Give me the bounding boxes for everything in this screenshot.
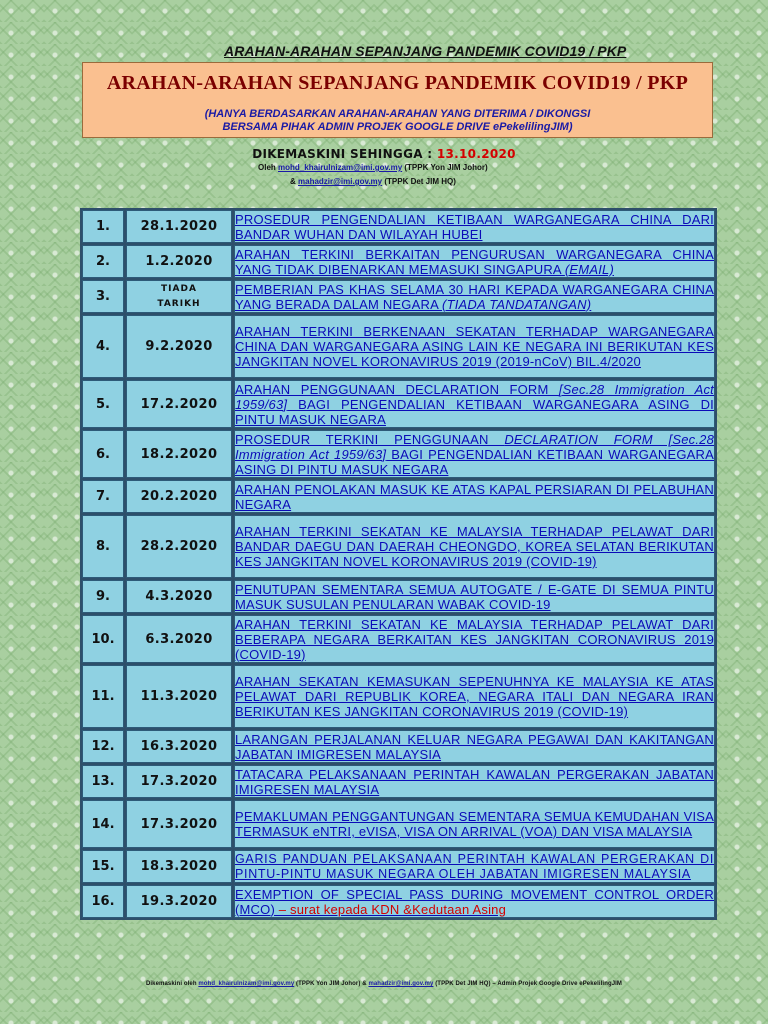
- row-number: 1.: [82, 210, 124, 243]
- footer-suffix: (TPPK Det JIM HQ) – Admin Projek Google Drive ePekelilingJIM: [433, 981, 623, 987]
- table-row: [82, 380, 715, 428]
- row-date: 28.2.2020: [126, 515, 232, 578]
- banner-subtitle-line1: (HANYA BERDASARKAN ARAHAN-ARAHAN YANG DITERIMA / DIKONGSI: [204, 108, 591, 120]
- row-number: 11.: [82, 665, 124, 728]
- table-row: [82, 850, 715, 883]
- row-number: 14.: [82, 800, 124, 848]
- table-row: [82, 245, 715, 278]
- table-row: [82, 730, 715, 763]
- author-line-2: [290, 177, 456, 186]
- row-number: 13.: [82, 765, 124, 798]
- table-row: [82, 315, 715, 378]
- directive-text[interactable]: ARAHAN TERKINI SEKATAN KE MALAYSIA TERHADAP PELAWAT DARI BEBERAPA NEGARA BERKAITAN KES JANGKITAN CORONAVIRUS 2019 (COVID-19): [235, 616, 714, 662]
- directive-text[interactable]: ARAHAN PENGGUNAAN DECLARATION FORM: [235, 381, 559, 397]
- row-number: 10.: [82, 615, 124, 663]
- page-top-title: ARAHAN-ARAHAN SEPANJANG PANDEMIK COVID19 / PKP: [224, 43, 627, 59]
- row-date: 18.2.2020: [126, 430, 232, 478]
- row-date: 18.3.2020: [126, 850, 232, 883]
- directive-link[interactable]: [234, 580, 715, 613]
- footer-prefix: Dikemaskini oleh: [145, 981, 199, 987]
- last-updated: [0, 147, 768, 161]
- table-row: [82, 800, 715, 848]
- row-date: 11.3.2020: [126, 665, 232, 728]
- last-updated-label: DIKEMASKINI SEHINGGA :: [252, 147, 437, 161]
- directive-link[interactable]: [234, 665, 715, 728]
- row-number: 3.: [82, 280, 124, 313]
- row-date-line: TIADA: [161, 283, 197, 294]
- row-number: 2.: [82, 245, 124, 278]
- table-row: [82, 615, 715, 663]
- directive-link[interactable]: [234, 885, 715, 918]
- directive-text[interactable]: PEMAKLUMAN PENGGANTUNGAN SEMENTARA SEMUA KEMUDAHAN VISA TERMASUK eNTRI, eVISA, VISA ON ARRIVAL (VOA) DAN VISA MALAYSIA: [235, 809, 714, 839]
- row-number: 8.: [82, 515, 124, 578]
- row-date: 6.3.2020: [126, 615, 232, 663]
- directive-text[interactable]: [Sec.28 Immigration Act 1959/63]: [235, 381, 714, 412]
- footer-email-link-1[interactable]: mohd_khairulnizam@imi.gov.my: [198, 981, 295, 987]
- row-date: 1.2.2020: [126, 245, 232, 278]
- directive-text[interactable]: EXEMPTION OF SPECIAL PASS DURING MOVEMENT CONTROL ORDER (MCO): [235, 886, 714, 917]
- directive-link[interactable]: [234, 315, 715, 378]
- row-date: 17.2.2020: [126, 380, 232, 428]
- directive-text[interactable]: ARAHAN TERKINI SEKATAN KE MALAYSIA TERHADAP PELAWAT DARI BANDAR DAEGU DAN DAERAH CHEONGDO, KOREA SELATAN BERIKUTAN KES JANGKITAN NOVEL KORONAVIRUS 2019 (COVID-19): [235, 524, 714, 569]
- directive-table: [80, 208, 717, 920]
- row-date: [126, 280, 232, 313]
- directive-link[interactable]: [234, 430, 715, 478]
- directive-text[interactable]: LARANGAN PERJALANAN KELUAR NEGARA PEGAWAI DAN KAKITANGAN JABATAN IMIGRESEN MALAYSIA: [235, 731, 714, 762]
- table-row: [82, 665, 715, 728]
- directive-link[interactable]: [234, 615, 715, 663]
- banner-title: ARAHAN-ARAHAN SEPANJANG PANDEMIK COVID19 / PKP: [106, 72, 689, 94]
- footer-mid: (TPPK Yon JIM Johor) &: [294, 981, 369, 987]
- row-number: 16.: [82, 885, 124, 918]
- directive-text[interactable]: PENUTUPAN SEMENTARA SEMUA AUTOGATE / E-GATE DI SEMUA PINTU MASUK SUSULAN PENULARAN WABAK COVID-19: [235, 581, 714, 612]
- directive-text[interactable]: ARAHAN TERKINI BERKENAAN SEKATAN TERHADAP WARGANEGARA CHINA DAN WARGANEGARA ASING LAIN KE NEGARA INI BERIKUTAN KES JANGKITAN NOVEL KORONAVIRUS 2019 (2019-nCoV) BIL.4/2020: [235, 324, 714, 369]
- last-updated-date: 13.10.2020: [436, 147, 516, 161]
- author-prefix: Oleh: [258, 163, 279, 172]
- directive-text[interactable]: GARIS PANDUAN PELAKSANAAN PERINTAH KAWALAN PERGERAKAN DI PINTU-PINTU MASUK NEGARA OLEH JABATAN IMIGRESEN MALAYSIA: [235, 851, 714, 881]
- author-amp: &: [290, 177, 298, 186]
- directive-text[interactable]: ARAHAN SEKATAN KEMASUKAN SEPENUHNYA KE MALAYSIA KE ATAS PELAWAT DARI REPUBLIK KOREA, NEGARA ITALI DAN NEGARA IRAN BERIKUTAN KES JANGKITAN CORONAVIRUS 2019 (COVID-19): [235, 674, 714, 719]
- directive-text[interactable]: PROSEDUR PENGENDALIAN KETIBAAN WARGANEGARA CHINA DARI BANDAR WUHAN DAN WILAYAH HUBEI: [235, 211, 714, 242]
- row-date: 17.3.2020: [126, 800, 232, 848]
- row-date: 28.1.2020: [126, 210, 232, 243]
- row-date-line: TARIKH: [157, 298, 201, 309]
- table-row: [82, 210, 715, 243]
- row-number: 15.: [82, 850, 124, 883]
- directive-link[interactable]: [234, 765, 715, 798]
- row-number: 4.: [82, 315, 124, 378]
- row-number: 6.: [82, 430, 124, 478]
- directive-link[interactable]: [234, 210, 715, 243]
- page-footer: [0, 981, 768, 987]
- directive-text[interactable]: BAGI PENGENDALIAN KETIBAAN WARGANEGARA ASING DI PINTU MASUK NEGARA: [235, 446, 715, 477]
- row-number: 5.: [82, 380, 124, 428]
- author-role-2: (TPPK Det JIM HQ): [382, 177, 456, 186]
- directive-text[interactable]: TATACARA PELAKSANAAN PERINTAH KAWALAN PERGERAKAN JABATAN IMIGRESEN MALAYSIA: [235, 766, 714, 797]
- directive-link[interactable]: [234, 380, 715, 428]
- directive-text[interactable]: ARAHAN PENOLAKAN MASUK KE ATAS KAPAL PERSIARAN DI PELABUHAN NEGARA: [235, 481, 714, 512]
- row-number: 9.: [82, 580, 124, 613]
- row-date: 20.2.2020: [126, 480, 232, 513]
- author-email-link-1[interactable]: mohd_khairulnizam@imi.gov.my: [278, 163, 403, 172]
- directive-link[interactable]: [234, 280, 715, 313]
- directive-link[interactable]: [234, 800, 715, 848]
- directive-link[interactable]: [234, 480, 715, 513]
- table-row: [82, 885, 715, 918]
- directive-link[interactable]: [234, 515, 715, 578]
- row-date: 4.3.2020: [126, 580, 232, 613]
- directive-text[interactable]: DECLARATION FORM [Sec.28 Immigration Act 1959/63]: [235, 431, 715, 462]
- directive-text[interactable]: (TIADA TANDATANGAN): [442, 296, 592, 312]
- row-number: 12.: [82, 730, 124, 763]
- row-date: 19.3.2020: [126, 885, 232, 918]
- directive-text[interactable]: BAGI PENGENDALIAN KETIBAAN WARGANEGARA ASING DI PINTU MASUK NEGARA: [235, 396, 714, 427]
- row-date: 17.3.2020: [126, 765, 232, 798]
- directive-note: – surat kepada KDN &Kedutaan Asing: [275, 901, 507, 917]
- directive-text[interactable]: PEMBERIAN PAS KHAS SELAMA 30 HARI KEPADA WARGANEGARA CHINA YANG BERADA DALAM NEGARA: [235, 281, 714, 312]
- author-role-1: (TPPK Yon JIM Johor): [402, 163, 488, 172]
- directive-text[interactable]: ARAHAN TERKINI BERKAITAN PENGURUSAN WARGANEGARA CHINA YANG TIDAK DIBENARKAN MEMASUKI SINGAPURA: [235, 246, 714, 277]
- banner-subtitle: [83, 108, 712, 134]
- row-date: 16.3.2020: [126, 730, 232, 763]
- table-row: [82, 480, 715, 513]
- footer-email-link-2[interactable]: mahadzir@imi.gov.my: [368, 981, 434, 987]
- author-line-1: [258, 163, 488, 172]
- row-number: 7.: [82, 480, 124, 513]
- directive-link[interactable]: [234, 245, 715, 278]
- directive-text[interactable]: PROSEDUR TERKINI PENGGUNAAN: [235, 431, 505, 447]
- directive-table-body: [82, 210, 715, 918]
- table-row: [82, 580, 715, 613]
- table-row: [82, 515, 715, 578]
- table-row: [82, 280, 715, 313]
- author-email-link-2[interactable]: mahadzir@imi.gov.my: [298, 177, 383, 186]
- directive-link[interactable]: [234, 730, 715, 763]
- directive-text[interactable]: (EMAIL): [564, 261, 614, 277]
- directive-link[interactable]: [234, 850, 715, 883]
- table-row: [82, 430, 715, 478]
- row-date: 9.2.2020: [126, 315, 232, 378]
- banner-subtitle-line2: BERSAMA PIHAK ADMIN PROJEK GOOGLE DRIVE ePekelilingJIM): [222, 121, 573, 133]
- title-banner: [82, 62, 713, 138]
- table-row: [82, 765, 715, 798]
